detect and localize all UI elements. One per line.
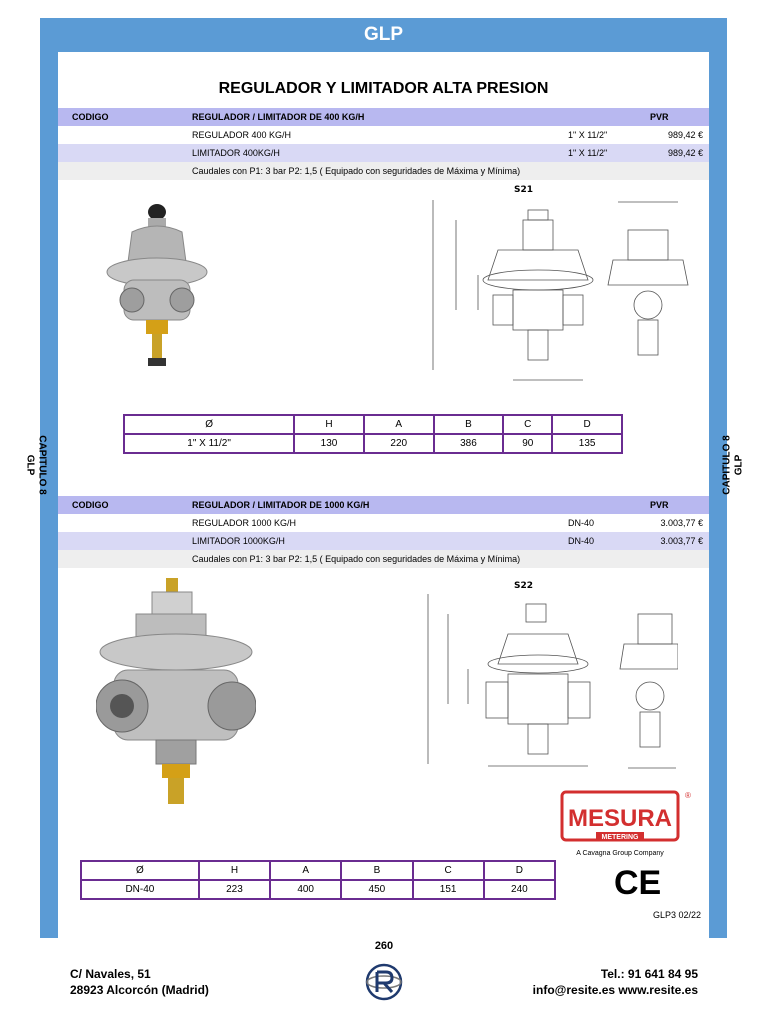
drawing-label: S21 <box>514 185 534 195</box>
technical-drawing-s22 <box>398 574 678 774</box>
row-price: 989,42 € <box>667 148 703 158</box>
dims-header-row <box>81 861 555 880</box>
resite-logo-icon <box>364 962 404 1002</box>
row-connection: DN-40 <box>568 536 595 546</box>
table-row <box>58 144 709 162</box>
dim-value: DN-40 <box>81 880 199 899</box>
dim-value: 450 <box>341 880 412 899</box>
dim-value: 135 <box>552 434 622 453</box>
dim-value: 151 <box>413 880 484 899</box>
table-row <box>58 126 709 144</box>
dimensions-table-1000 <box>80 860 556 900</box>
row-description: LIMITADOR 1000KG/H <box>192 536 285 546</box>
dims-value-row <box>81 880 555 899</box>
address-line2: 28923 Alcorcón (Madrid) <box>70 983 209 997</box>
col-code: CODIGO <box>72 500 109 510</box>
side-chapter: CAPITULO 8 <box>37 435 49 495</box>
dim-value: 386 <box>434 434 504 453</box>
side-label-right <box>714 430 754 500</box>
dim-header: D <box>552 415 622 434</box>
dim-header: Ø <box>124 415 294 434</box>
mesura-logo <box>560 784 700 864</box>
brand-name: MESURA <box>567 805 673 832</box>
side-section: GLP <box>25 454 37 476</box>
price-table-1000 <box>58 496 709 568</box>
dim-header: B <box>341 861 412 880</box>
row-price: 3.003,77 € <box>660 518 703 528</box>
side-chapter: CAPITULO 8 <box>722 435 734 495</box>
table-note <box>58 550 709 568</box>
technical-drawing-s21 <box>388 180 693 400</box>
address-line1: C/ Navales, 51 <box>70 967 151 981</box>
col-code: CODIGO <box>72 112 109 122</box>
document-code: GLP3 02/22 <box>652 910 701 920</box>
dim-value: 240 <box>484 880 555 899</box>
col-pvr: PVR <box>650 500 669 510</box>
row-price: 3.003,77 € <box>660 536 703 546</box>
content-area <box>58 52 709 938</box>
table-row <box>58 514 709 532</box>
drawing-label: S22 <box>514 581 534 591</box>
row-description: LIMITADOR 400KG/H <box>192 148 280 158</box>
dim-value: 1" X 11/2" <box>124 434 294 453</box>
footer-web[interactable]: info@resite.es www.resite.es <box>532 983 698 997</box>
dim-value: 223 <box>199 880 270 899</box>
dim-header: H <box>294 415 364 434</box>
footer-address <box>70 966 209 998</box>
dim-header: H <box>199 861 270 880</box>
row-description: REGULADOR 400 KG/H <box>192 130 292 140</box>
row-description: REGULADOR 1000 KG/H <box>192 518 297 528</box>
dim-header: C <box>413 861 484 880</box>
footer-phone: Tel.: 91 641 84 95 <box>600 967 698 981</box>
dim-header: A <box>270 861 341 880</box>
row-connection: 1" X 11/2" <box>568 130 608 140</box>
dim-header: A <box>364 415 434 434</box>
table-row <box>58 532 709 550</box>
side-section: GLP <box>734 454 746 476</box>
main-title: REGULADOR Y LIMITADOR ALTA PRESION <box>218 80 549 97</box>
dim-value: 90 <box>503 434 552 453</box>
regulator-400-photo <box>102 192 212 372</box>
header-title: GLP <box>363 24 404 45</box>
brand-sub: METERING <box>601 834 639 841</box>
registered-mark: ® <box>685 791 691 800</box>
dims-header-row <box>124 415 622 434</box>
col-pvr: PVR <box>650 112 669 122</box>
table-header <box>58 108 709 126</box>
note-text: Caudales con P1: 3 bar P2: 1,5 ( Equipado con seguridades de Máxima y Mínima) <box>192 166 521 176</box>
page-frame <box>40 18 727 938</box>
dim-header: B <box>434 415 504 434</box>
brand-tagline: A Cavagna Group Company <box>576 850 664 857</box>
page-number: 260 <box>374 940 394 952</box>
row-price: 989,42 € <box>667 130 703 140</box>
dim-header: C <box>503 415 552 434</box>
row-connection: 1" X 11/2" <box>568 148 608 158</box>
side-label-left <box>16 430 56 500</box>
regulator-1000-photo <box>96 574 256 814</box>
col-description: REGULADOR / LIMITADOR DE 1000 KG/H <box>192 500 370 510</box>
table-header <box>58 496 709 514</box>
dim-header: D <box>484 861 555 880</box>
table-note <box>58 162 709 180</box>
dims-value-row <box>124 434 622 453</box>
col-description: REGULADOR / LIMITADOR DE 400 KG/H <box>192 112 365 122</box>
dim-value: 130 <box>294 434 364 453</box>
note-text: Caudales con P1: 3 bar P2: 1,5 ( Equipado con seguridades de Máxima y Mínima) <box>192 554 521 564</box>
price-table-400 <box>58 108 709 180</box>
dim-header: Ø <box>81 861 199 880</box>
row-connection: DN-40 <box>568 518 595 528</box>
dim-value: 220 <box>364 434 434 453</box>
dimensions-table-400 <box>123 414 623 454</box>
ce-mark: CE <box>614 864 662 902</box>
footer-contact <box>533 966 698 998</box>
dim-value: 400 <box>270 880 341 899</box>
